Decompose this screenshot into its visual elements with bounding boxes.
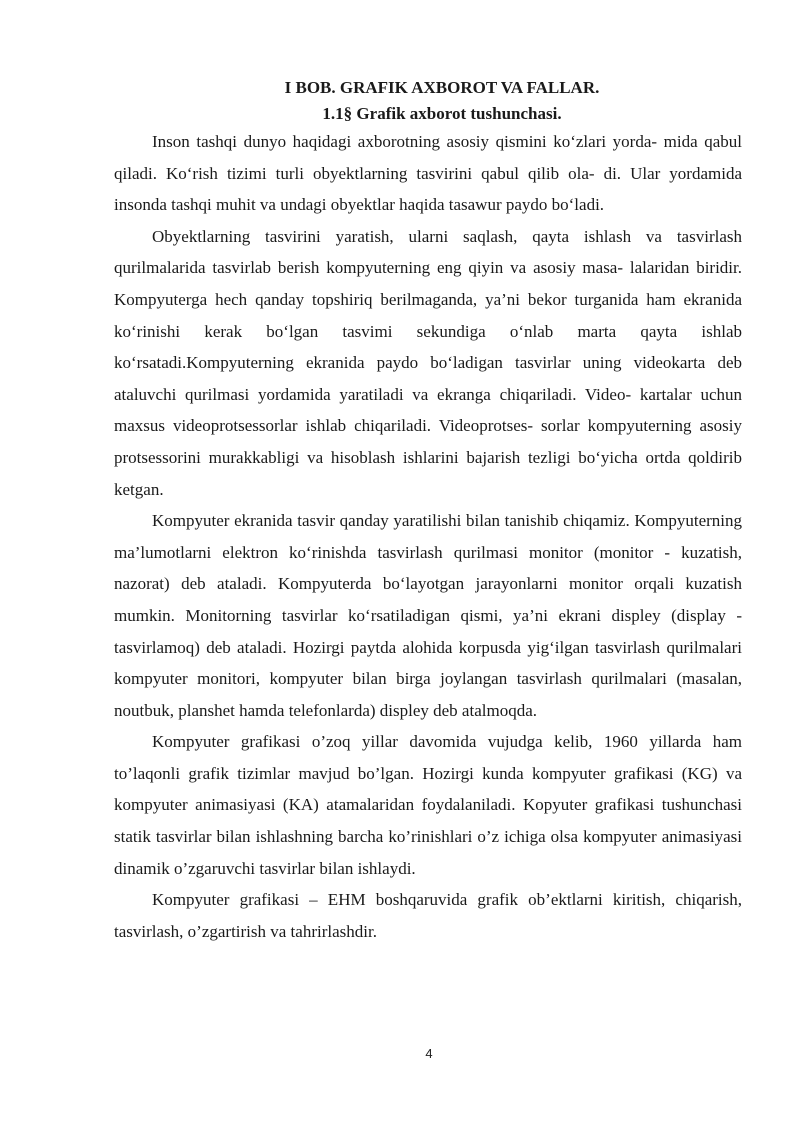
document-page	[114, 76, 742, 947]
paragraph: Kompyuter grafikasi o’zoq yillar davomida vujudga kelib, 1960 yillarda ham to’laqonli grafik tizimlar mavjud bo’lgan. Hozirgi kunda kompyuter grafikasi (KG) va kompyuter animasiyasi (KA) atamalaridan foydalaniladi. Kopyuter grafikasi tushunchasi statik tasvirlar bilan ishlashning barcha ko’rinishlari o’z ichiga olsa kompyuter animasiyasi dinamik o’zgaruvchi tasvirlar bilan ishlaydi.	[114, 732, 742, 878]
chapter-title: I BOB. GRAFIK AXBOROT VA FALLAR.	[284, 78, 600, 97]
paragraph: Obyektlarning tasvirini yaratish, ularni saqlash, qayta ishlash va tasvirlash qurilmalarida tasvirlab berish kompyuterning eng qiyin va asosiy masa- lalaridan biridir. Kompyuterga hech qanday topshiriq berilmaganda, ya’ni bekor turganida ham ekranida ko‘rinishi kerak bo‘lgan tasvimi sekundiga o‘nlab marta qayta ishlab ko‘rsatadi.Kompyuterning ekranida paydo bo‘ladigan tasvirlar uning videokarta deb ataluvchi qurilmasi yordamida yaratiladi va ekranga chiqariladi. Video- kartalar uchun maxsus videoprotsessorlar ishlab chiqariladi. Videoprotses- sorlar kompyuterning asosiy protsessorini murakkabligi va hisoblash ishlarini bajarish tezligi bo‘yicha ortda qoldirib ketgan.	[114, 226, 742, 499]
paragraph: Inson tashqi dunyo haqidagi axborotning asosiy qismini ko‘zlari yorda- mida qabul qiladi. Ko‘rish tizimi turli obyektlarning tasvirini qabul qilib ola- di. Ular yordamida insonda tashqi muhit va undagi obyektlar haqida tasawur paydo bo‘ladi.	[114, 132, 742, 215]
page-number: 4	[425, 1046, 433, 1061]
section-title: 1.1§ Grafik axborot tushunchasi.	[322, 104, 562, 123]
paragraph: Kompyuter ekranida tasvir qanday yaratilishi bilan tanishib chiqamiz. Kompyuterning ma’lumotlarni elektron ko‘rinishda tasvirlash qurilmasi monitor (monitor - kuzatish, nazorat) deb ataladi. Kompyuterda bo‘layotgan jarayonlarni monitor orqali kuzatish mumkin. Monitorning tasvirlar ko‘rsatiladigan qismi, ya’ni ekrani displey (display - tasvirlamoq) deb ataladi. Hozirgi paytda alohida korpusda yig‘ilgan tasvirlash qurilmalari kompyuter monitori, kompyuter bilan birga joylangan tasvirlash qurilmalari (masalan, noutbuk, planshet hamda telefonlarda) displey deb atalmoqda.	[114, 511, 742, 720]
paragraph: Kompyuter grafikasi – EHM boshqaruvida grafik ob’ektlarni kiritish, chiqarish, tasvirlash, o’zgartirish va tahrirlashdir.	[114, 890, 742, 941]
